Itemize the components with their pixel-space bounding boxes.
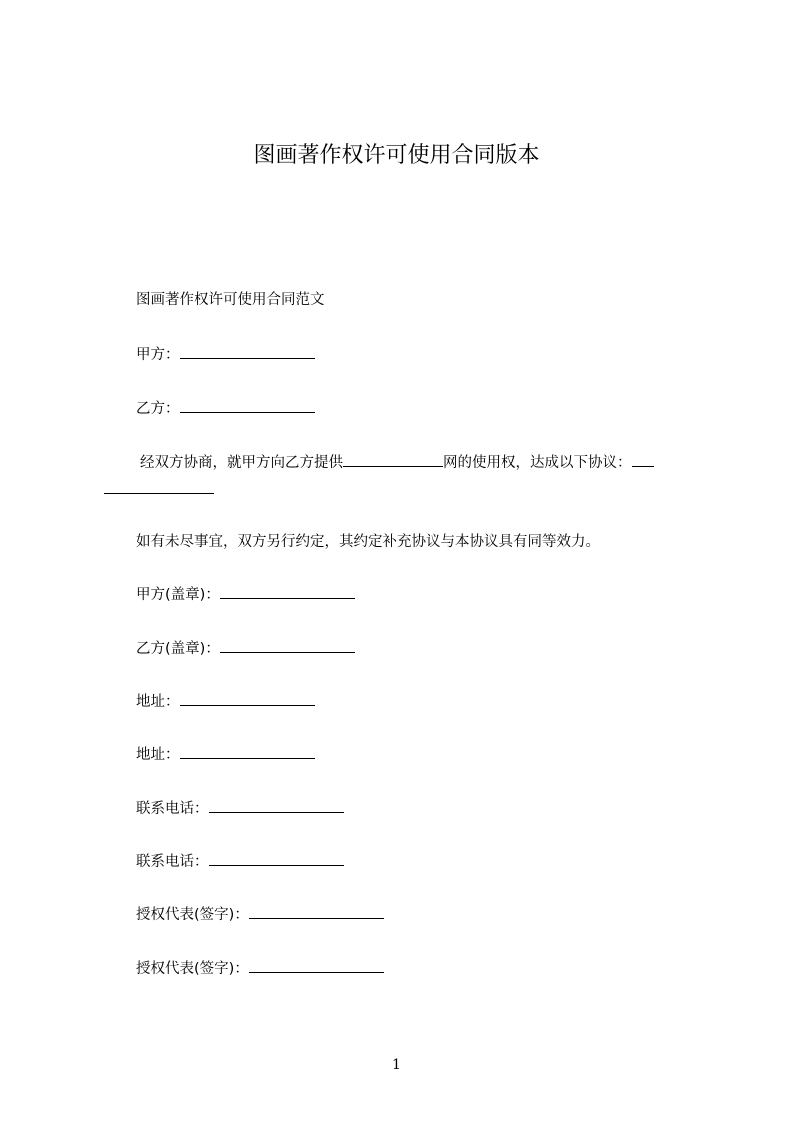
rep-label-1: 授权代表(签字)： xyxy=(136,907,249,923)
rep-blank-2[interactable] xyxy=(249,958,384,973)
phone-line-2 xyxy=(136,851,344,872)
rep-line-1 xyxy=(136,904,384,925)
rep-label-2: 授权代表(签字)： xyxy=(136,961,249,977)
supplement-text: 如有未尽事宜，双方另行约定，其约定补充协议与本协议具有同等效力。 xyxy=(136,534,600,550)
page-number: 1 xyxy=(392,1057,401,1073)
agreement-post-text: 网的使用权，达成以下协议： xyxy=(443,455,632,471)
party-b-label: 乙方： xyxy=(136,401,180,417)
document-title: 图画著作权许可使用合同版本 xyxy=(253,143,540,168)
phone-label-1: 联系电话： xyxy=(136,801,209,817)
party-a-seal-line xyxy=(136,584,355,605)
party-b-line xyxy=(136,398,315,419)
party-b-seal-blank[interactable] xyxy=(220,638,355,653)
address-label-1: 地址： xyxy=(136,694,180,710)
phone-blank-2[interactable] xyxy=(209,851,344,866)
address-label-2: 地址： xyxy=(136,747,180,763)
party-a-line xyxy=(136,344,315,365)
rep-line-2 xyxy=(136,958,384,979)
agreement-blank-continuation[interactable] xyxy=(104,479,214,494)
document-subtitle: 图画著作权许可使用合同范文 xyxy=(136,292,325,308)
rep-blank-1[interactable] xyxy=(249,904,384,919)
party-a-seal-label: 甲方(盖章)： xyxy=(136,587,220,603)
party-a-label: 甲方： xyxy=(136,347,180,363)
address-blank-1[interactable] xyxy=(180,691,315,706)
party-a-blank[interactable] xyxy=(180,344,315,359)
phone-line-1 xyxy=(136,798,344,819)
website-blank[interactable] xyxy=(343,452,443,467)
agreement-line xyxy=(140,452,654,473)
party-a-seal-blank[interactable] xyxy=(220,584,355,599)
party-b-blank[interactable] xyxy=(180,398,315,413)
party-b-seal-line xyxy=(136,638,355,659)
phone-label-2: 联系电话： xyxy=(136,854,209,870)
phone-blank-1[interactable] xyxy=(209,798,344,813)
address-blank-2[interactable] xyxy=(180,744,315,759)
agreement-pre-text: 经双方协商，就甲方向乙方提供 xyxy=(140,455,343,471)
address-line-2 xyxy=(136,744,315,765)
address-line-1 xyxy=(136,691,315,712)
party-b-seal-label: 乙方(盖章)： xyxy=(136,641,220,657)
agreement-blank-start[interactable] xyxy=(632,452,654,467)
